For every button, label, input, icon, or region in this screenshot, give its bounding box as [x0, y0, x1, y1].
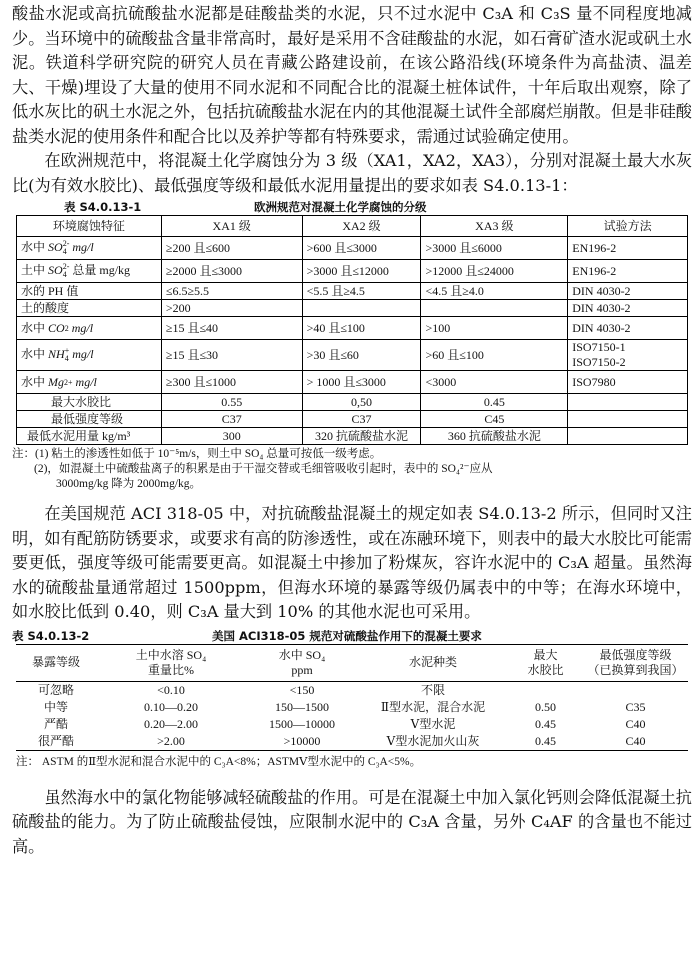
table2-row — [16, 681, 688, 699]
table1-cell: >3000 且≤6000 — [421, 237, 568, 260]
table2-cell: 不限 — [358, 681, 508, 699]
table1-header-cell: XA3 级 — [421, 216, 568, 237]
table2-cell: C40 — [625, 716, 646, 731]
table1-requirement-cell: C37 — [302, 411, 421, 428]
table1-row-label: 土的酸度 — [17, 300, 162, 317]
paragraph-2: 在欧洲规范中，将混凝土化学腐蚀分为 3 级（XA1，XA2，XA3），分别对混凝土最大水灰比(为有效水胶比)、最低强度等级和最低水泥用量提出的要求如表 S4.0.13-1： — [12, 151, 692, 195]
table1-requirement-label: 最大水胶比 — [17, 394, 162, 411]
table2-cell: <150 — [246, 681, 358, 699]
table2-caption — [12, 627, 692, 644]
table2-cell: C35 — [625, 699, 646, 714]
table1-header-row — [17, 216, 688, 237]
table1-header-cell: XA2 级 — [302, 216, 421, 237]
table1-row-label: 水中 CO 2 mg/l — [17, 317, 162, 340]
table1-requirement-cell: 0.55 — [161, 394, 302, 411]
table1-cell: <3000 — [421, 371, 568, 394]
table1-requirement-cell: 300 — [161, 428, 302, 445]
table1-cell: ≥15 且≤40 — [161, 317, 302, 340]
table1-caption — [12, 198, 692, 215]
table1-cell: ≥2000 且≤3000 — [161, 260, 302, 283]
table2-header-cell: 暴露等级 — [16, 644, 96, 681]
table2-cell: 1500—10000 — [269, 716, 335, 731]
table2-cell: Ⅱ型水泥，混合水泥 — [380, 699, 486, 714]
table1-row — [17, 317, 688, 340]
table1-requirement-cell: 0.45 — [421, 394, 568, 411]
table1-row-label: 水中 SO 2- 4 mg/l — [17, 237, 162, 260]
table1-note-2a: (2)，如混凝土中硫酸盐离子的积累是由于干湿交替或毛细管吸收引起时，表中的 SO₄²⁻应从 — [34, 463, 493, 475]
table2-cell: C40 — [625, 733, 646, 748]
table2-cell: 150—1500 — [275, 699, 329, 714]
table1-cell: ≥15 且≤30 — [161, 340, 302, 371]
table1-row-label: 水的 PH 值 — [17, 283, 162, 300]
paragraph-4: 虽然海水中的氯化物能够减轻硫酸盐的作用。可是在混凝土中加入氯化钙则会降低混凝土抗硫酸盐的能力。为了防止硫酸盐侵蚀，应限制水泥中的 C₃A 含量，另外 C₄AF 的含量也不能过高。 — [12, 787, 692, 856]
table1-title: 欧洲规范对混凝土化学腐蚀的分级 — [254, 200, 427, 214]
table1-notes — [12, 447, 692, 492]
table1-requirement-cell: C45 — [421, 411, 568, 428]
table-aci-sulfate — [16, 644, 688, 751]
table2-note: 注： ASTM 的Ⅱ型水泥和混合水泥中的 C₃A<8%；ASTMⅤ型水泥中的 C₃A<5%。 — [16, 755, 422, 768]
table2-cell — [508, 681, 583, 699]
table1-cell: >600 且≤3000 — [302, 237, 421, 260]
table2-cell: 0.45 — [535, 733, 556, 748]
table1-requirement-cell: 0,50 — [302, 394, 421, 411]
paragraph-1: 酸盐水泥或高抗硫酸盐水泥都是硅酸盐类的水泥，只不过水泥中 C₃A 和 C₃S 量不同程度地减少。当环境中的硫酸盐含量非常高时，最好是采用不含硅酸盐的水泥，如石膏矿渣水泥或矾土水泥。铁道科学研究院的研究人员在青藏公路建设前，在该公路沿线(环境条件为高盐渍、温差大、干燥)埋设了大量的使用不同水泥和不同配合比的混凝土桩体试件，十年后取出观察，除了低水灰比的矾土水泥之外，包括抗硫酸盐水泥在内的其他混凝土试件全部腐烂崩散。但是非硅酸盐类水泥的使用条件和配合比以及养护等都有特殊要求，需通过试验确定使用。 — [12, 4, 692, 146]
table1-note-1: 注：(1) 粘土的渗透性如低于 10⁻⁵m/s，则土中 SO₄ 总量可按低一级考虑。 — [12, 448, 382, 460]
table1-requirement-cell: 360 抗硫酸盐水泥 — [421, 428, 568, 445]
table2-cell: <0.10 — [96, 681, 246, 699]
table1-cell: >3000 且≤12000 — [302, 260, 421, 283]
table1-cell: ISO7150-1 ISO7150-2 — [568, 340, 688, 371]
table1-header-cell: XA1 级 — [161, 216, 302, 237]
table1-number: 表 S4.0.13-1 — [64, 200, 142, 214]
table1-requirement-cell: C37 — [161, 411, 302, 428]
table1-header-cell: 环境腐蚀特征 — [17, 216, 162, 237]
table1-cell — [302, 300, 421, 317]
table1-row-label: 水中 Mg 2+ mg/l — [17, 371, 162, 394]
table1-row-label: 土中 SO 2- 4 总量 mg/kg — [17, 260, 162, 283]
table1-cell: >60 且≤100 — [421, 340, 568, 371]
table2-header-cell: 最大 水胶比 — [508, 644, 583, 681]
table1-requirement-cell — [568, 428, 688, 445]
table1-row — [17, 260, 688, 283]
table2-header-cell: 水中 SO₄ ppm — [246, 644, 358, 681]
table2-cell: 0.50 — [535, 699, 556, 714]
table2-row — [16, 699, 688, 716]
table1-row-label: 水中 NH + 4 mg/l — [17, 340, 162, 371]
table2-cell: >2.00 — [157, 733, 185, 748]
table2-cell: 0.45 — [535, 716, 556, 731]
table1-cell: >200 — [161, 300, 302, 317]
table1-cell: > 1000 且≤3000 — [302, 371, 421, 394]
paragraph-3: 在美国规范 ACI 318-05 中，对抗硫酸盐混凝土的规定如表 S4.0.13-2 所示，但同时又注明，如有配筋防锈要求，或要求有高的防渗透性，或在冻融环境下，则表中的最大水胶比可能需要更低，强度等级可能需要更高。如混凝土中掺加了粉煤灰，容许水泥中的 C₃A 超量。虽然海水的硫酸盐量通常超过 1500ppm，但海水环境的暴露等级仍属表中的中等；在海水环境中，如水胶比低到 0.40，则 C₃A 量大到 10% 的其他水泥也可采用。 — [12, 504, 692, 621]
table1-cell: EN196-2 — [568, 237, 688, 260]
table1-requirement-row — [17, 428, 688, 445]
table1-cell: ≥300 且≤1000 — [161, 371, 302, 394]
table1-row — [17, 371, 688, 394]
table1-cell: ≥200 且≤600 — [161, 237, 302, 260]
table2-cell — [583, 681, 688, 699]
table1-cell — [421, 300, 568, 317]
table2-header-cell: 最低强度等级 （已换算到我国） — [583, 644, 688, 681]
table2-row — [16, 716, 688, 733]
table1-row — [17, 237, 688, 260]
table1-requirement-cell — [568, 411, 688, 428]
table2-cell: 0.20—2.00 — [144, 716, 198, 731]
table1-cell: EN196-2 — [568, 260, 688, 283]
table2-title: 美国 ACI318-05 规范对硫酸盐作用下的混凝土要求 — [212, 628, 482, 643]
table2-cell: 可忽略 — [16, 681, 96, 699]
table1-cell: DIN 4030-2 — [568, 283, 688, 300]
table1-cell: >12000 且≤24000 — [421, 260, 568, 283]
table2-cell: Ⅴ型水泥加火山灰 — [386, 733, 480, 748]
table1-cell: ≤6.5≥5.5 — [161, 283, 302, 300]
table2-row — [16, 733, 688, 751]
table1-row — [17, 283, 688, 300]
table2-cell: Ⅴ型水泥 — [410, 716, 456, 731]
table2-cell: 严酷 — [43, 716, 68, 731]
table1-requirement-row — [17, 394, 688, 411]
document-page — [12, 0, 692, 859]
table1-cell: >100 — [421, 317, 568, 340]
table2-number: 表 S4.0.13-2 — [12, 628, 90, 643]
table2-header-cell: 水泥种类 — [358, 644, 508, 681]
table1-requirement-row — [17, 411, 688, 428]
table1-cell: <5.5 且≥4.5 — [302, 283, 421, 300]
table1-requirement-cell: 320 抗硫酸盐水泥 — [302, 428, 421, 445]
table1-requirement-label: 最低水泥用量 kg/m³ — [17, 428, 162, 445]
table1-cell: >40 且≤100 — [302, 317, 421, 340]
table1-requirement-label: 最低强度等级 — [17, 411, 162, 428]
table2-cell: 很严酷 — [37, 733, 74, 748]
table2-header-row — [16, 644, 688, 681]
table1-row — [17, 340, 688, 371]
table2-cell: >10000 — [283, 733, 321, 748]
table-europe-chemical-attack — [16, 215, 688, 445]
table2-header-cell: 土中水溶 SO₄ 重量比% — [96, 644, 246, 681]
table1-cell: DIN 4030-2 — [568, 300, 688, 317]
table1-cell: >30 且≤60 — [302, 340, 421, 371]
table1-cell: ISO7980 — [568, 371, 688, 394]
table1-requirement-cell — [568, 394, 688, 411]
table1-row — [17, 300, 688, 317]
table2-cell: 0.10—0.20 — [144, 699, 198, 714]
table1-cell: DIN 4030-2 — [568, 317, 688, 340]
table2-cell: 中等 — [43, 699, 68, 714]
table1-header-cell: 试验方法 — [568, 216, 688, 237]
table1-note-2b: 3000mg/kg 降为 2000mg/kg。 — [56, 478, 202, 490]
table1-cell: <4.5 且≥4.0 — [421, 283, 568, 300]
